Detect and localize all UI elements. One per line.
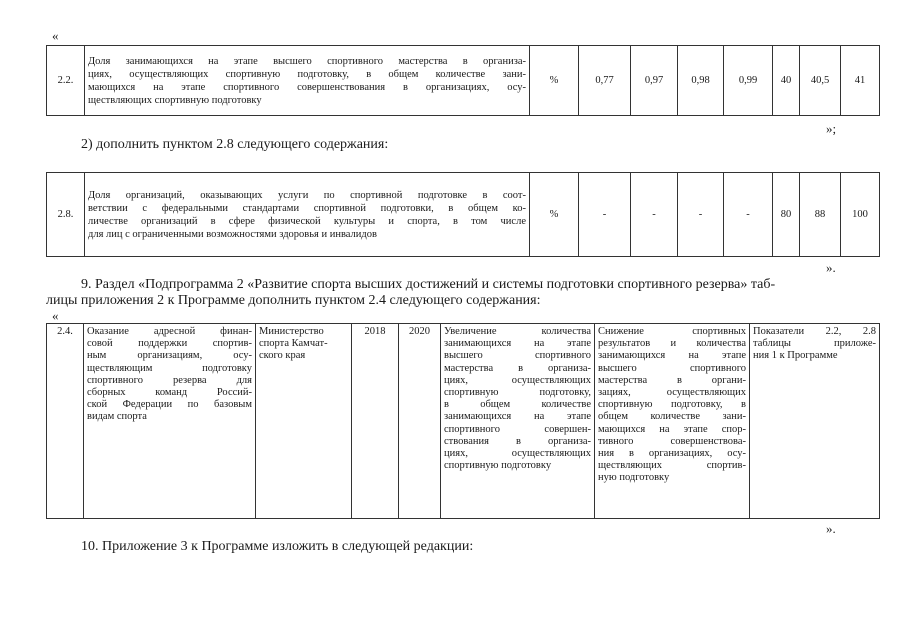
non-implementation-consequences: Снижение спортивных результатов и количества занимающихся на этапе высшего спортивного мастерства в органи- зациях, осуществляющих спортивную подготовку, в общем количестве зани- мающихся на этапе спор- тивного совершенствова- ния в организациях, осу- ществляющих спортив- ную подготовку bbox=[595, 324, 750, 519]
row-number: 2.4. bbox=[47, 324, 84, 519]
expected-result: Увеличение количества занимающихся на этапе высшего спортивного мастерства в организа- циях, осуществляющих спортивную подготовку, в общем количестве занимающихся на этапе спортивного совершен- ствования в организа- циях, осуществляющих спортивную подготовку bbox=[441, 324, 595, 519]
value-cell: 100 bbox=[841, 173, 880, 257]
table-row bbox=[47, 173, 880, 257]
indicator-description: Доля занимающихся на этапе высшего спортивного мастерства в организа- циях, осуществляющих спортивную подготовку, в общем количестве зани- мающихся на этапе спортивного совершенствования в организациях, осу- ществляющих спортивную подготовку bbox=[85, 46, 530, 116]
value-cell: - bbox=[724, 173, 773, 257]
paragraph-item-9-line1: 9. Раздел «Подпрограмма 2 «Развитие спорта высших достижений и системы подготовки спортивного резерва» таб- bbox=[81, 277, 776, 292]
value-cell: 41 bbox=[841, 46, 880, 116]
unit-cell: % bbox=[530, 173, 579, 257]
value-cell: - bbox=[678, 173, 724, 257]
row-number: 2.8. bbox=[47, 173, 85, 257]
indicator-description: Доля организаций, оказывающих услуги по спортивной подготовке в соот- ветствии с федеральными стандартами спортивной подготовки, в общем ко- личестве организаций в сфере физической культуры и спорта, в том числе для лиц с ограниченными возможностями здоровья и инвалидов bbox=[85, 173, 530, 257]
end-year: 2020 bbox=[399, 324, 441, 519]
unit-cell: % bbox=[530, 46, 579, 116]
opening-quote: « bbox=[52, 28, 59, 43]
value-cell: 40 bbox=[773, 46, 800, 116]
closing-quote: »; bbox=[826, 121, 837, 136]
table-row bbox=[47, 46, 880, 116]
paragraph-item-10: 10. Приложение 3 к Программе изложить в следующей редакции: bbox=[81, 539, 474, 554]
value-cell: 0,77 bbox=[579, 46, 631, 116]
paragraph-item-2: 2) дополнить пунктом 2.8 следующего содержания: bbox=[81, 137, 389, 152]
value-cell: 80 bbox=[773, 173, 800, 257]
table-row bbox=[47, 324, 880, 519]
responsible-executor: Министерство спорта Камчат- ского края bbox=[256, 324, 352, 519]
closing-quote: ». bbox=[826, 260, 836, 275]
value-cell: 0,97 bbox=[631, 46, 678, 116]
paragraph-item-9-line2: лицы приложения 2 к Программе дополнить пунктом 2.4 следующего содержания: bbox=[46, 293, 541, 308]
opening-quote: « bbox=[52, 308, 59, 323]
row-number: 2.2. bbox=[47, 46, 85, 116]
program-activity-table-2-4 bbox=[46, 323, 880, 519]
indicator-table-2-2 bbox=[46, 45, 880, 116]
related-indicators: Показатели 2.2, 2.8 таблицы приложе- ния 1 к Программе bbox=[750, 324, 880, 519]
value-cell: 88 bbox=[800, 173, 841, 257]
value-cell: 40,5 bbox=[800, 46, 841, 116]
value-cell: - bbox=[631, 173, 678, 257]
value-cell: 0,99 bbox=[724, 46, 773, 116]
value-cell: - bbox=[579, 173, 631, 257]
activity-measure: Оказание адресной финан- совой поддержки спортив- ным организациям, осу- ществляющим подготовку спортивного резерва для сборных команд Россий- ской Федерации по базовым видам спорта bbox=[84, 324, 256, 519]
value-cell: 0,98 bbox=[678, 46, 724, 116]
indicator-table-2-8 bbox=[46, 172, 880, 257]
start-year: 2018 bbox=[352, 324, 399, 519]
closing-quote: ». bbox=[826, 521, 836, 536]
